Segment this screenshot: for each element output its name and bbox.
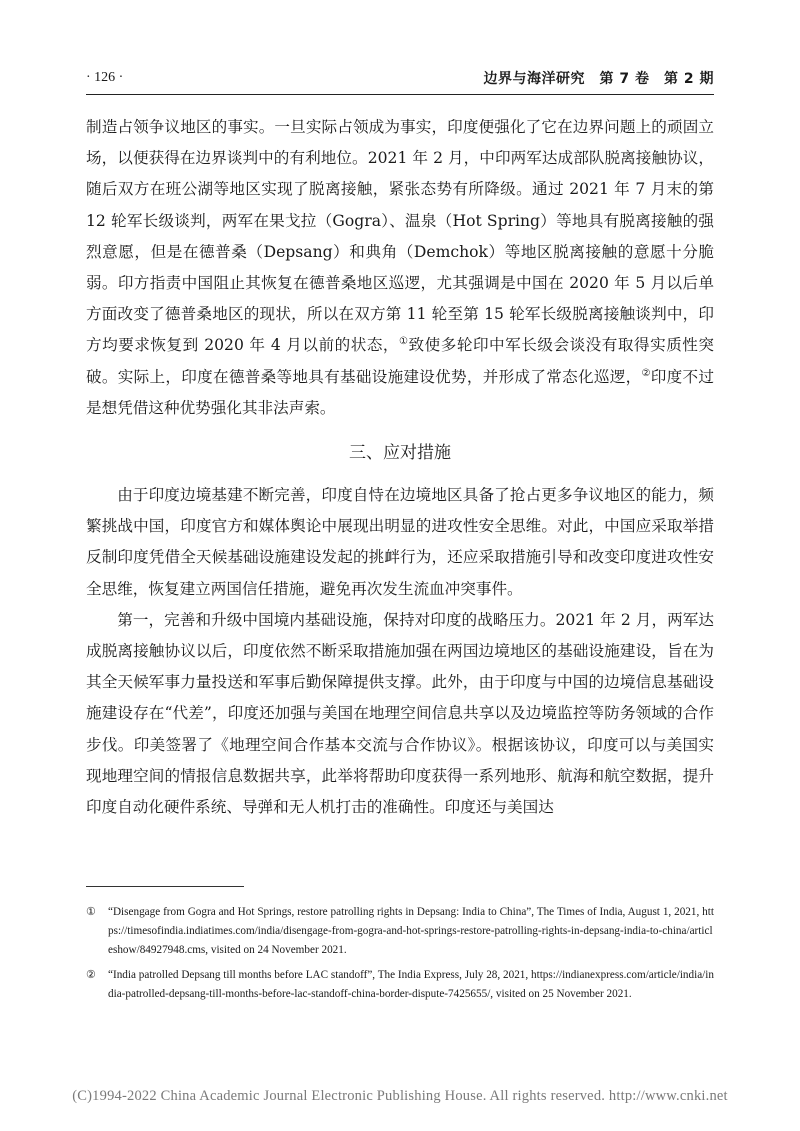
footnotes <box>86 903 714 1010</box>
footnote-text: “Disengage from Gogra and Hot Springs, restore patrolling rights in Depsang: India to China”, The Times of India, August 1, 2021, https://timesofindia.indiatimes.com/india/disengage-from-gogra-and-hot-springs-restore-patrolling-rights-in-depsang-india-to-china/articleshow/84927948.cms, visited on 24 November 2021. <box>108 906 714 956</box>
paragraph-continued: 制造占领争议地区的事实。一旦实际占领成为事实，印度便强化了它在边界问题上的顽固立场，以便获得在边界谈判中的有利地位。2021 年 2 月，中印两军达成部队脱离接触协议，随后双方在班公湖等地区实现了脱离接触，紧张态势有所降级。通过 2021 年 7 月末的第 12 轮军长级谈判，两军在果戈拉（Gogra）、温泉（Hot Spring）等地具有脱离接触的强烈意愿，但是在德普桑（Depsang）和典角（Demchok）等地区脱离接触的意愿十分脆弱。印方指责中国阻止其恢复在德普桑地区巡逻，尤其强调是中国在 2020 年 5 月以后单方面改变了德普桑地区的现状，所以在双方第 11 轮至第 15 轮军长级脱离接触谈判中，印方均要求恢复到 2020 年 4 月以前的状态，①致使多轮印中军长级会谈没有取得实质性突破。实际上，印度在德普桑等地具有基础设施建设优势，并形成了常态化巡逻，②印度不过是想凭借这种优势强化其非法声索。 <box>86 118 714 417</box>
copyright-watermark: (C)1994-2022 China Academic Journal Electronic Publishing House. All rights reserved. http://www.cnki.net <box>72 1088 728 1104</box>
paragraph: 由于印度边境基建不断完善，印度自恃在边境地区具备了抢占更多争议地区的能力，频繁挑战中国，印度官方和媒体舆论中展现出明显的进攻性安全思维。对此，中国应采取举措反制印度凭借全天候基础设施建设发起的挑衅行为，还应采取措施引导和改变印度进攻性安全思维，恢复建立两国信任措施，避免再次发生流血冲突事件。 <box>86 486 714 598</box>
article-body <box>86 112 714 823</box>
page-number: · 126 · <box>86 70 124 85</box>
footnote-text: “India patrolled Depsang till months before LAC standoff”, The India Express, July 28, 2021, https://indianexpress.com/article/india/india-patrolled-depsang-till-months-before-lac-standoff-china-border-dispute-7425655/, visited on 25 November 2021. <box>108 969 714 1000</box>
running-header <box>86 68 714 90</box>
section-heading: 三、应对措施 <box>349 443 451 464</box>
footnote-2 <box>86 966 714 1004</box>
footnote-marker: ① <box>86 906 97 918</box>
footnote-1 <box>86 903 714 960</box>
paragraph: 第一，完善和升级中国境内基础设施，保持对印度的战略压力。2021 年 2 月，两军达成脱离接触协议以后，印度依然不断采取措施加强在两国边境地区的基础设施建设，旨在为其全天候军事力量投送和军事后勤保障提供支撑。此外，由于印度与中国的边境信息基础设施建设存在“代差”，印度还加强与美国在地理空间信息共享以及边境监控等防务领域的合作步伐。印美签署了《地理空间合作基本交流与合作协议》。根据该协议，印度可以与美国实现地理空间的情报信息数据共享，此举将帮助印度获得一系列地形、航海和航空数据，提升印度自动化硬件系统、导弹和无人机打击的准确性。印度还与美国达 <box>86 610 714 817</box>
header-divider <box>86 94 714 95</box>
footnote-ref-1[interactable]: ① <box>399 336 409 348</box>
footnote-divider <box>86 886 244 887</box>
journal-title: 边界与海洋研究 第 7 卷 第 2 期 <box>483 71 714 87</box>
footnote-ref-2[interactable]: ② <box>641 367 651 379</box>
footnote-marker: ② <box>86 969 97 981</box>
